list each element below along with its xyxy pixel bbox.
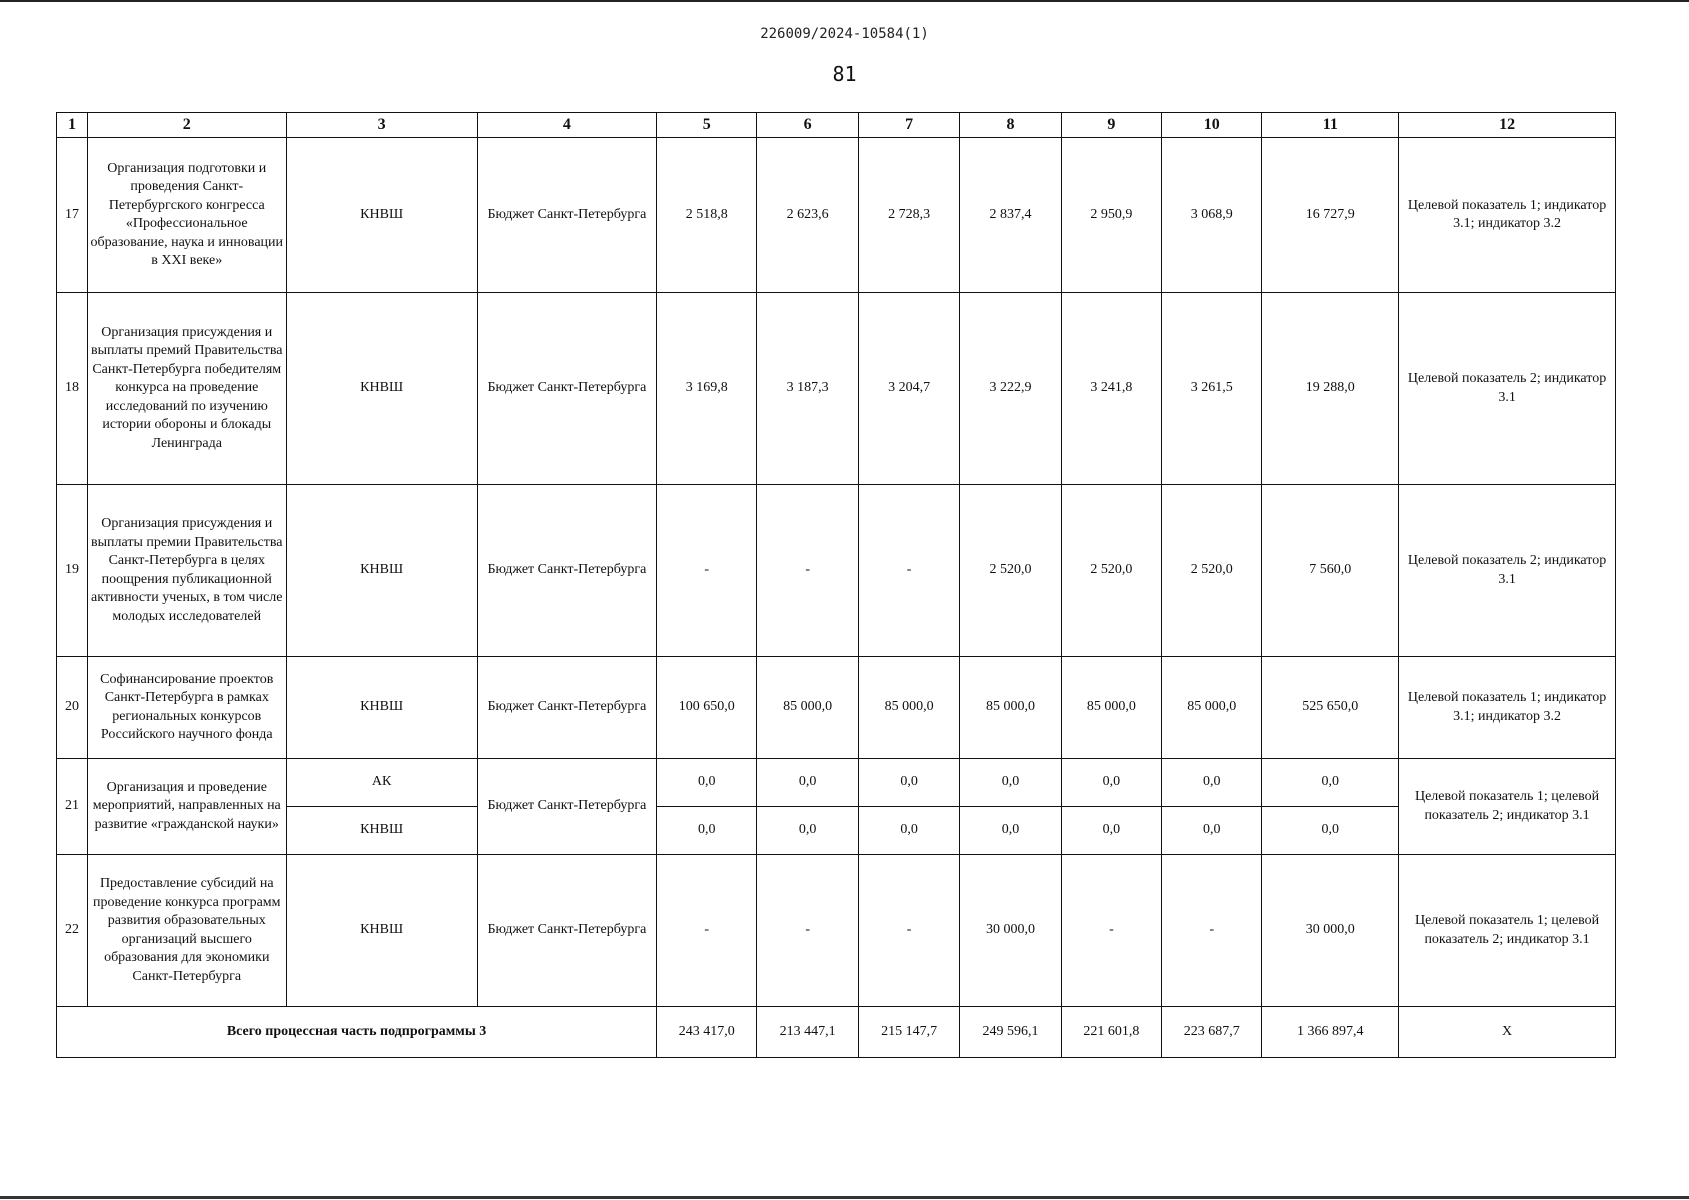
indicator-cell: Целевой показатель 1; целевой показатель 2; индикатор 3.1	[1399, 759, 1616, 855]
funding-source: Бюджет Санкт-Петербурга	[477, 657, 656, 759]
indicator-cell: Целевой показатель 1; целевой показатель 2; индикатор 3.1	[1399, 855, 1616, 1007]
column-header: 6	[757, 113, 858, 138]
row-number: 21	[57, 759, 88, 855]
funding-source: Бюджет Санкт-Петербурга	[477, 759, 656, 855]
executor: КНВШ	[286, 807, 477, 855]
column-header: 11	[1262, 113, 1399, 138]
value-cell: 2 520,0	[960, 485, 1061, 657]
page-number: 81	[832, 62, 857, 86]
header-row	[57, 113, 1616, 138]
value-cell: -	[757, 855, 858, 1007]
executor: АК	[286, 759, 477, 807]
column-header: 5	[657, 113, 757, 138]
column-header: 9	[1061, 113, 1161, 138]
funding-source: Бюджет Санкт-Петербурга	[477, 138, 656, 293]
table-subrow	[57, 807, 1616, 855]
column-header: 8	[960, 113, 1061, 138]
table-row	[57, 485, 1616, 657]
value-cell: 85 000,0	[1162, 657, 1262, 759]
indicator-cell: Целевой показатель 1; индикатор 3.1; индикатор 3.2	[1399, 657, 1616, 759]
column-header: 1	[57, 113, 88, 138]
table-row	[57, 855, 1616, 1007]
value-cell: 0,0	[757, 759, 858, 807]
value-cell: 0,0	[1162, 807, 1262, 855]
value-cell: 0,0	[960, 807, 1061, 855]
executor: КНВШ	[286, 138, 477, 293]
value-cell: -	[858, 855, 959, 1007]
value-cell: 0,0	[657, 759, 757, 807]
value-cell: -	[657, 855, 757, 1007]
value-cell: 0,0	[1061, 807, 1161, 855]
row-number: 20	[57, 657, 88, 759]
column-header: 2	[87, 113, 286, 138]
total-row	[57, 1007, 1616, 1058]
total-value-cell: 30 000,0	[1262, 855, 1399, 1007]
value-cell: 0,0	[960, 759, 1061, 807]
value-cell: -	[1061, 855, 1161, 1007]
value-cell: -	[1162, 855, 1262, 1007]
value-cell: 3 169,8	[657, 293, 757, 485]
value-cell: 2 518,8	[657, 138, 757, 293]
value-cell: 3 187,3	[757, 293, 858, 485]
activity-name: Организация подготовки и проведения Санкт-Петербургского конгресса «Профессиональное образование, наука и инновации в XXI веке»	[87, 138, 286, 293]
executor: КНВШ	[286, 855, 477, 1007]
column-header: 3	[286, 113, 477, 138]
column-header: 7	[858, 113, 959, 138]
executor: КНВШ	[286, 485, 477, 657]
budget-table	[56, 112, 1616, 1058]
activity-name: Организация присуждения и выплаты премий Правительства Санкт-Петербурга победителям конкурса на проведение исследований по изучению истории обороны и блокады Ленинграда	[87, 293, 286, 485]
total-value-cell: 19 288,0	[1262, 293, 1399, 485]
column-header: 4	[477, 113, 656, 138]
value-cell: -	[657, 485, 757, 657]
value-cell: 30 000,0	[960, 855, 1061, 1007]
row-number: 22	[57, 855, 88, 1007]
funding-source: Бюджет Санкт-Петербурга	[477, 485, 656, 657]
indicator-cell: Целевой показатель 1; индикатор 3.1; индикатор 3.2	[1399, 138, 1616, 293]
grand-total-cell: 1 366 897,4	[1262, 1007, 1399, 1058]
value-cell: 2 520,0	[1061, 485, 1161, 657]
funding-source: Бюджет Санкт-Петербурга	[477, 855, 656, 1007]
total-col12-mark: Х	[1399, 1007, 1616, 1058]
value-cell: 3 068,9	[1162, 138, 1262, 293]
total-label: Всего процессная часть подпрограммы 3	[57, 1007, 657, 1058]
total-value-cell: 0,0	[1262, 759, 1399, 807]
row-number: 18	[57, 293, 88, 485]
total-value-cell: 525 650,0	[1262, 657, 1399, 759]
table-row	[57, 138, 1616, 293]
activity-name: Предоставление субсидий на проведение конкурса программ развития образовательных организаций высшего образования для экономики Санкт-Петербурга	[87, 855, 286, 1007]
value-cell: 0,0	[757, 807, 858, 855]
value-cell: 2 520,0	[1162, 485, 1262, 657]
total-cell: 215 147,7	[858, 1007, 959, 1058]
total-value-cell: 0,0	[1262, 807, 1399, 855]
total-value-cell: 16 727,9	[1262, 138, 1399, 293]
value-cell: 0,0	[657, 807, 757, 855]
activity-name: Организация присуждения и выплаты премии Правительства Санкт-Петербурга в целях поощрения публикационной активности ученых, в том числе молодых исследователей	[87, 485, 286, 657]
executor: КНВШ	[286, 293, 477, 485]
column-header: 10	[1162, 113, 1262, 138]
value-cell: 0,0	[858, 759, 959, 807]
total-cell: 243 417,0	[657, 1007, 757, 1058]
column-header: 12	[1399, 113, 1616, 138]
value-cell: 0,0	[1162, 759, 1262, 807]
value-cell: 100 650,0	[657, 657, 757, 759]
indicator-cell: Целевой показатель 2; индикатор 3.1	[1399, 485, 1616, 657]
document-number: 226009/2024-10584(1)	[760, 26, 929, 42]
value-cell: 0,0	[858, 807, 959, 855]
table-row	[57, 293, 1616, 485]
value-cell: 2 623,6	[757, 138, 858, 293]
value-cell: 85 000,0	[1061, 657, 1161, 759]
funding-source: Бюджет Санкт-Петербурга	[477, 293, 656, 485]
executor: КНВШ	[286, 657, 477, 759]
value-cell: 85 000,0	[960, 657, 1061, 759]
indicator-cell: Целевой показатель 2; индикатор 3.1	[1399, 293, 1616, 485]
total-cell: 221 601,8	[1061, 1007, 1161, 1058]
value-cell: 85 000,0	[858, 657, 959, 759]
value-cell: 2 837,4	[960, 138, 1061, 293]
value-cell: -	[858, 485, 959, 657]
value-cell: 3 204,7	[858, 293, 959, 485]
total-cell: 223 687,7	[1162, 1007, 1262, 1058]
total-cell: 249 596,1	[960, 1007, 1061, 1058]
value-cell: 2 950,9	[1061, 138, 1161, 293]
bottom-border-line	[0, 1196, 1689, 1199]
value-cell: 3 261,5	[1162, 293, 1262, 485]
total-cell: 213 447,1	[757, 1007, 858, 1058]
total-value-cell: 7 560,0	[1262, 485, 1399, 657]
table-row	[57, 657, 1616, 759]
value-cell: -	[757, 485, 858, 657]
value-cell: 3 222,9	[960, 293, 1061, 485]
value-cell: 85 000,0	[757, 657, 858, 759]
activity-name: Организация и проведение мероприятий, направленных на развитие «гражданской науки»	[87, 759, 286, 855]
activity-name: Софинансирование проектов Санкт-Петербурга в рамках региональных конкурсов Российского научного фонда	[87, 657, 286, 759]
value-cell: 0,0	[1061, 759, 1161, 807]
top-border-line	[0, 0, 1689, 2]
row-number: 17	[57, 138, 88, 293]
table-row	[57, 759, 1616, 807]
value-cell: 2 728,3	[858, 138, 959, 293]
row-number: 19	[57, 485, 88, 657]
value-cell: 3 241,8	[1061, 293, 1161, 485]
